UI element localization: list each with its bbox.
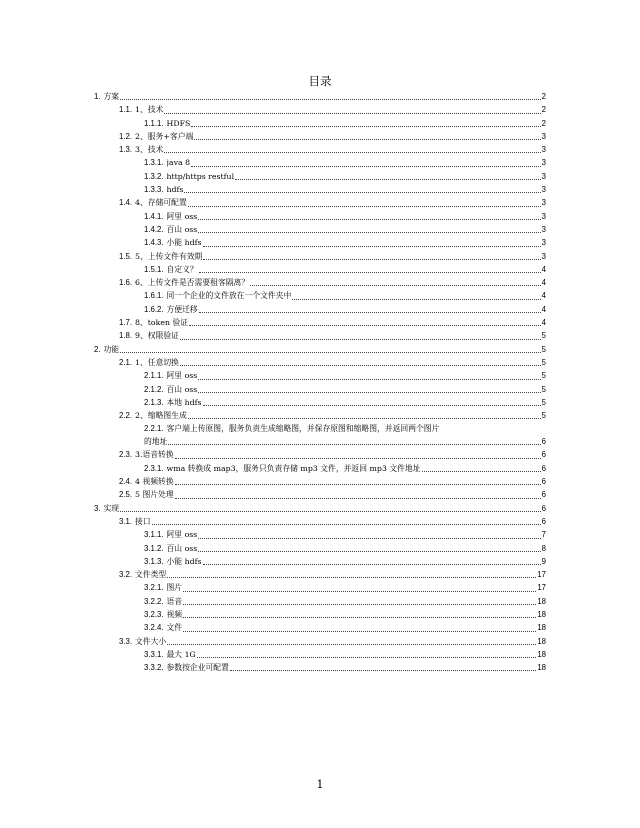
toc-entry[interactable] bbox=[94, 568, 546, 581]
toc-entry-page: 6 bbox=[541, 477, 546, 487]
toc-entry-page: 3 bbox=[541, 171, 546, 181]
toc-entry-number: 3.1.2. bbox=[144, 543, 164, 553]
toc-entry-text: 9、权限验证 bbox=[135, 331, 179, 341]
toc-entry-number: 1.6.2. bbox=[144, 304, 164, 314]
toc-entry-text: 客户端上传原图，服务负责生成缩略图，并保存原图和缩略图，并返回两个图片 bbox=[166, 423, 440, 433]
toc-entry-page: 17 bbox=[537, 583, 546, 593]
toc-entry[interactable] bbox=[94, 648, 546, 661]
dot-leader bbox=[422, 471, 541, 472]
toc-entry-page: 8 bbox=[541, 543, 546, 553]
toc-entry-number: 1.3.3. bbox=[144, 185, 164, 195]
toc-entry-text: 阿里 oss bbox=[166, 530, 198, 540]
toc-entry[interactable] bbox=[94, 130, 546, 143]
dot-leader bbox=[188, 206, 541, 207]
toc-entry[interactable] bbox=[94, 555, 546, 568]
toc-entry-page: 3 bbox=[541, 238, 546, 248]
toc-entry-text: 百山 oss bbox=[166, 384, 198, 394]
toc-entry[interactable] bbox=[94, 396, 546, 409]
dot-leader bbox=[167, 644, 536, 645]
toc-entry-number: 1.5.1. bbox=[144, 264, 164, 274]
toc-entry-page: 5 bbox=[541, 331, 546, 341]
dot-leader bbox=[184, 192, 540, 193]
toc-entry-number: 2.4. bbox=[119, 477, 133, 487]
toc-entry-page: 6 bbox=[541, 437, 546, 447]
toc-entry-text: 6、上传文件是否需要租客隔离？ bbox=[135, 278, 250, 288]
dot-leader bbox=[230, 670, 536, 671]
toc-entry-number: 1.3.1. bbox=[144, 158, 164, 168]
dot-leader bbox=[197, 657, 537, 658]
toc-entry[interactable] bbox=[94, 276, 546, 289]
toc-entry[interactable] bbox=[94, 103, 546, 116]
toc-entry[interactable] bbox=[94, 661, 546, 674]
toc-entry-page: 3 bbox=[541, 251, 546, 261]
dot-leader bbox=[235, 179, 541, 180]
dot-leader bbox=[183, 631, 536, 632]
toc-entry-number: 2.2. bbox=[119, 411, 133, 421]
toc-entry-page: 5 bbox=[541, 411, 546, 421]
dot-leader bbox=[120, 511, 541, 512]
toc-entry-page: 6 bbox=[541, 503, 546, 513]
toc-entry-number: 1.6. bbox=[119, 278, 133, 288]
toc-entry-number: 1.4. bbox=[119, 198, 133, 208]
dot-leader bbox=[198, 392, 540, 393]
toc-entry-text: 小能 hdfs bbox=[166, 238, 202, 248]
toc-entry-number: 2.2.1. bbox=[144, 423, 164, 433]
toc-entry-page: 17 bbox=[537, 570, 546, 580]
toc-entry[interactable] bbox=[94, 223, 546, 236]
toc-entry-page: 4 bbox=[541, 304, 546, 314]
dot-leader bbox=[164, 152, 540, 153]
toc-entry-number: 2.3.1. bbox=[144, 463, 164, 473]
toc-entry[interactable] bbox=[94, 236, 546, 249]
toc-entry-line bbox=[144, 422, 546, 435]
toc-entry-page: 5 bbox=[541, 397, 546, 407]
dot-leader bbox=[198, 538, 540, 539]
toc-entry-page: 3 bbox=[541, 224, 546, 234]
toc-entry-text: 文件类型 bbox=[135, 570, 167, 580]
dot-leader bbox=[183, 591, 536, 592]
dot-leader bbox=[191, 166, 541, 167]
toc-entry-page: 4 bbox=[541, 318, 546, 328]
toc-entry-text: 3、技术 bbox=[135, 145, 164, 155]
toc-entry-page: 18 bbox=[537, 636, 546, 646]
toc-entry[interactable] bbox=[94, 90, 546, 103]
toc-entry-number: 1.8. bbox=[119, 331, 133, 341]
toc-entry-number: 1.2. bbox=[119, 131, 133, 141]
toc-entry-page: 6 bbox=[541, 490, 546, 500]
toc-entry-text: 实现 bbox=[103, 503, 120, 513]
toc-entry-number: 3.1. bbox=[119, 516, 133, 526]
toc-entry-text: 百山 oss bbox=[166, 224, 198, 234]
toc-entry-number: 2. bbox=[94, 344, 101, 354]
toc-entry-text: 方便迁移 bbox=[166, 304, 198, 314]
toc-entry-number: 2.1.3. bbox=[144, 397, 164, 407]
dot-leader bbox=[164, 113, 540, 114]
toc-entry-page: 18 bbox=[537, 649, 546, 659]
toc-entry[interactable] bbox=[94, 488, 546, 501]
dot-leader bbox=[120, 352, 541, 353]
toc-entry-text: 百山 oss bbox=[166, 543, 198, 553]
toc-entry-page: 4 bbox=[541, 291, 546, 301]
toc-entry[interactable] bbox=[94, 263, 546, 276]
toc-entry-page: 3 bbox=[541, 211, 546, 221]
dot-leader bbox=[180, 365, 541, 366]
toc-entry-number: 3.3.2. bbox=[144, 663, 164, 673]
toc-entry-page: 3 bbox=[541, 158, 546, 168]
toc-entry-number: 2.1.2. bbox=[144, 384, 164, 394]
toc-entry[interactable] bbox=[94, 369, 546, 382]
toc-entry-text: 8、token 验证 bbox=[135, 318, 189, 328]
dot-leader bbox=[198, 219, 540, 220]
table-of-contents bbox=[94, 90, 546, 674]
toc-entry-text: http/https restful bbox=[166, 171, 235, 181]
toc-entry-page: 18 bbox=[537, 596, 546, 606]
toc-entry-text: 文件大小 bbox=[135, 636, 167, 646]
toc-title: 目录 bbox=[308, 74, 332, 88]
toc-entry-page: 3 bbox=[541, 131, 546, 141]
toc-entry-number: 1.1. bbox=[119, 105, 133, 115]
toc-entry-text: 4 视频转换 bbox=[135, 477, 174, 487]
toc-entry-page: 18 bbox=[537, 609, 546, 619]
toc-entry-number: 3.2. bbox=[119, 570, 133, 580]
toc-entry-number: 3.1.1. bbox=[144, 530, 164, 540]
toc-entry-number: 1.5. bbox=[119, 251, 133, 261]
toc-entry-number: 3.3.1. bbox=[144, 649, 164, 659]
toc-entry[interactable] bbox=[94, 117, 546, 130]
toc-entry-page: 5 bbox=[541, 384, 546, 394]
toc-entry-text: 2、服务+客户端 bbox=[135, 131, 194, 141]
toc-entry-text: HDFS bbox=[166, 118, 191, 128]
toc-entry-number: 3.2.1. bbox=[144, 583, 164, 593]
dot-leader bbox=[167, 577, 536, 578]
toc-entry[interactable] bbox=[94, 289, 546, 302]
toc-entry[interactable] bbox=[94, 156, 546, 169]
toc-entry-text: 视频 bbox=[166, 609, 183, 619]
toc-entry[interactable] bbox=[94, 383, 546, 396]
toc-entry-text-continued: 的地址 bbox=[144, 437, 168, 447]
toc-entry-page: 5 bbox=[541, 357, 546, 367]
dot-leader bbox=[168, 444, 540, 445]
toc-entry[interactable] bbox=[94, 581, 546, 594]
toc-entry[interactable] bbox=[94, 329, 546, 342]
toc-entry[interactable] bbox=[94, 608, 546, 621]
toc-entry[interactable] bbox=[94, 621, 546, 634]
toc-entry-text: 最大 1G bbox=[166, 649, 196, 659]
toc-entry-text: 同一个企业的文件放在一个文件夹中 bbox=[166, 291, 292, 301]
toc-entry-text: 4、存储可配置 bbox=[135, 198, 187, 208]
toc-entry-page: 3 bbox=[541, 145, 546, 155]
toc-entry-number: 2.5. bbox=[119, 490, 133, 500]
toc-entry-text: 参数按企业可配置 bbox=[166, 663, 229, 673]
toc-entry-page: 4 bbox=[541, 278, 546, 288]
dot-leader bbox=[175, 484, 541, 485]
toc-entry[interactable] bbox=[94, 316, 546, 329]
toc-entry-text: 1、技术 bbox=[135, 105, 164, 115]
page-number: 1 bbox=[316, 778, 324, 791]
toc-entry-text: 方案 bbox=[103, 92, 120, 101]
toc-entry[interactable] bbox=[94, 356, 546, 369]
toc-entry-line bbox=[144, 435, 546, 448]
toc-entry[interactable] bbox=[94, 170, 546, 183]
dot-leader bbox=[120, 99, 541, 100]
toc-entry-number: 1.7. bbox=[119, 318, 133, 328]
toc-entry-text: 功能 bbox=[103, 344, 120, 354]
toc-entry[interactable] bbox=[94, 143, 546, 156]
dot-leader bbox=[189, 325, 541, 326]
toc-entry-number: 2.1.1. bbox=[144, 371, 164, 381]
toc-entry[interactable] bbox=[94, 422, 546, 448]
toc-entry-number: 3.2.3. bbox=[144, 609, 164, 619]
dot-leader bbox=[198, 551, 540, 552]
toc-entry-page: 6 bbox=[541, 516, 546, 526]
dot-leader bbox=[198, 379, 540, 380]
toc-entry-text: 图片 bbox=[166, 583, 183, 593]
toc-entry-text: wma 转换成 map3，服务只负责存储 mp3 文件，并返回 mp3 文件地址 bbox=[166, 463, 421, 473]
toc-entry[interactable] bbox=[94, 595, 546, 608]
toc-entry-number: 1.4.2. bbox=[144, 224, 164, 234]
dot-leader bbox=[199, 312, 541, 313]
toc-entry-number: 3.3. bbox=[119, 636, 133, 646]
toc-entry[interactable] bbox=[94, 528, 546, 541]
toc-entry-text: 语音 bbox=[166, 596, 183, 606]
toc-entry[interactable] bbox=[94, 183, 546, 196]
toc-entry-page: 2 bbox=[541, 118, 546, 128]
toc-entry-number: 1. bbox=[94, 92, 101, 101]
dot-leader bbox=[183, 604, 536, 605]
dot-leader bbox=[175, 458, 541, 459]
toc-entry[interactable] bbox=[94, 448, 546, 461]
toc-entry-text: 小能 hdfs bbox=[166, 556, 202, 566]
toc-entry-page: 3 bbox=[541, 185, 546, 195]
toc-entry-text: 2、缩略图生成 bbox=[135, 411, 187, 421]
toc-entry-text: 自定义？ bbox=[166, 264, 198, 274]
toc-entry-page: 18 bbox=[537, 623, 546, 633]
toc-entry[interactable] bbox=[94, 475, 546, 488]
toc-entry-text: 文件 bbox=[166, 623, 183, 633]
toc-entry-number: 3.2.2. bbox=[144, 596, 164, 606]
toc-entry[interactable] bbox=[94, 196, 546, 209]
toc-entry-text: hdfs bbox=[166, 185, 184, 195]
toc-entry-text: java 8 bbox=[166, 158, 191, 168]
dot-leader bbox=[203, 246, 541, 247]
dot-leader bbox=[203, 405, 541, 406]
toc-entry[interactable] bbox=[94, 635, 546, 648]
toc-entry[interactable] bbox=[94, 502, 546, 515]
dot-leader bbox=[292, 299, 540, 300]
toc-entry-text: 3.语音转换 bbox=[135, 450, 174, 460]
dot-leader bbox=[152, 524, 541, 525]
dot-leader bbox=[250, 285, 541, 286]
toc-entry-page: 3 bbox=[541, 198, 546, 208]
toc-entry-number: 2.1. bbox=[119, 357, 133, 367]
toc-entry-page: 5 bbox=[541, 344, 546, 354]
dot-leader bbox=[188, 418, 541, 419]
toc-entry-page: 7 bbox=[541, 530, 546, 540]
toc-entry-number: 1.1.1. bbox=[144, 118, 164, 128]
toc-entry[interactable] bbox=[94, 409, 546, 422]
toc-entry[interactable] bbox=[94, 515, 546, 528]
toc-entry-block bbox=[144, 422, 546, 449]
toc-entry-page: 6 bbox=[541, 463, 546, 473]
dot-leader bbox=[198, 232, 540, 233]
toc-entry-number: 1.4.1. bbox=[144, 211, 164, 221]
toc-entry-number: 3. bbox=[94, 503, 101, 513]
toc-entry-page: 6 bbox=[541, 450, 546, 460]
toc-entry-text: 本地 hdfs bbox=[166, 397, 202, 407]
toc-entry-number: 1.3.2. bbox=[144, 171, 164, 181]
toc-entry-number: 1.6.1. bbox=[144, 291, 164, 301]
dot-leader bbox=[203, 564, 541, 565]
toc-entry[interactable] bbox=[94, 343, 546, 356]
toc-entry-page: 2 bbox=[541, 92, 546, 101]
toc-entry[interactable] bbox=[94, 462, 546, 475]
dot-leader bbox=[175, 498, 541, 499]
dot-leader bbox=[183, 617, 536, 618]
toc-entry-number: 1.4.3. bbox=[144, 238, 164, 248]
toc-entry-number: 3.2.4. bbox=[144, 623, 164, 633]
toc-entry-page: 18 bbox=[537, 663, 546, 673]
toc-entry[interactable] bbox=[94, 210, 546, 223]
dot-leader bbox=[191, 126, 540, 127]
toc-entry-text: 阿里 oss bbox=[166, 371, 198, 381]
toc-entry[interactable] bbox=[94, 303, 546, 316]
toc-entry-text: 阿里 oss bbox=[166, 211, 198, 221]
toc-entry-number: 2.3. bbox=[119, 450, 133, 460]
toc-entry-page: 5 bbox=[541, 371, 546, 381]
dot-leader bbox=[180, 339, 541, 340]
toc-entry-number: 3.1.3. bbox=[144, 556, 164, 566]
toc-entry-page: 2 bbox=[541, 105, 546, 115]
toc-entry-page: 4 bbox=[541, 264, 546, 274]
dot-leader bbox=[203, 259, 540, 260]
dot-leader bbox=[199, 272, 541, 273]
toc-entry-text: 1、任意切换 bbox=[135, 357, 179, 367]
toc-entry-text: 5 图片处理 bbox=[135, 490, 174, 500]
toc-entry-page: 9 bbox=[541, 556, 546, 566]
dot-leader bbox=[194, 139, 540, 140]
toc-entry-text: 接口 bbox=[135, 516, 151, 526]
toc-entry[interactable] bbox=[94, 250, 546, 263]
toc-entry-text: 5、上传文件有效期 bbox=[135, 251, 203, 261]
toc-entry-number: 1.3. bbox=[119, 145, 133, 155]
toc-entry[interactable] bbox=[94, 542, 546, 555]
